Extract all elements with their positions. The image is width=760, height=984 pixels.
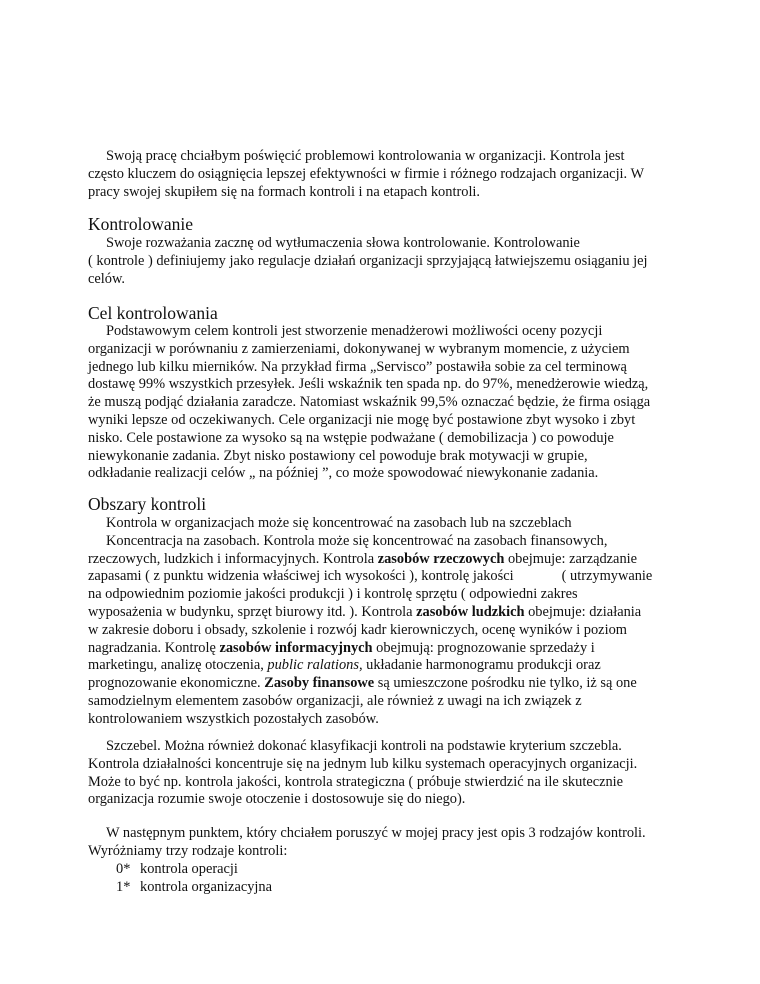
text-line: jednego lub kilku mierników. Na przykład firma „Servisco” postawiła sobie za cel terminową: [88, 358, 627, 375]
text-line: Kontrola działalności koncentruje się na jednym lub kilku systemach operacyjnych organizacji.: [88, 755, 638, 772]
text-line: [88, 551, 678, 569]
text-run: obejmują: prognozowanie sprzedaży i: [372, 639, 595, 656]
text-line: Koncentracja na zasobach. Kontrola może się koncentrować na zasobach finansowych,: [106, 532, 608, 549]
text-line: celów.: [88, 270, 126, 287]
text-line: nisko. Cele postawione za wysoko są na wstępie podważane ( demobilizacja ) co powoduje: [88, 429, 614, 446]
text-line: ( kontrole ) definiujemy jako regulacje działań organizacji sprzyjającą łatwiejszemu osiąganiu jej: [88, 252, 648, 269]
text-line: organizacja rozumie swoje otoczenie i dostosowuje się do niego).: [88, 791, 466, 808]
list-item: [116, 861, 238, 879]
text-line: Swoje rozważania zacznę od wytłumaczenia słowa kontrolowanie. Kontrolowanie: [106, 235, 580, 251]
text-line: dostawę 99% wszystkich przesyłek. Jeśli wskaźnik ten spada np. do 97%, menedżerowie wiedzą,: [88, 376, 649, 393]
text-run: układanie harmonogramu produkcji oraz: [362, 657, 601, 674]
list-marker: 0*: [116, 861, 131, 877]
szczebel-paragraph: [88, 738, 678, 809]
list-marker: 1*: [116, 879, 131, 895]
section-heading-cel-kontrolowania: Cel kontrolowania: [88, 303, 218, 323]
text-run: marketingu, analizę otoczenia,: [88, 657, 268, 674]
obszary-kontroli-paragraph: [88, 515, 678, 729]
text-line: niewykonanie zadania. Zbyt nisko postawiony cel powoduje brak motywacji w grupie,: [88, 447, 588, 464]
section-heading-obszary-kontroli: Obszary kontroli: [88, 494, 207, 514]
text-line: Może to być np. kontrola jakości, kontrola strategiczna ( próbuje stwierdzić na ile skutecznie: [88, 773, 624, 790]
text-run: prognozowanie ekonomiczne.: [88, 675, 265, 692]
cel-kontrolowania-paragraph: [88, 323, 678, 483]
text-line: pracy swojej skupiłem się na formach kontroli i na etapach kontroli.: [88, 183, 481, 200]
list-item: [116, 879, 272, 897]
list-item-text: kontrola organizacyjna: [140, 879, 272, 895]
text-run: obejmuje: zarządzanie: [504, 550, 638, 567]
text-line: na odpowiednim poziomie jakości produkcji ) i kontrolę sprzętu ( odpowiedni zakres: [88, 586, 578, 603]
text-line: [88, 604, 678, 622]
text-line: Podstawowym celem kontroli jest stworzenie menadżerowi możliwości oceny pozycji: [106, 323, 603, 339]
text-run: ( utrzymywanie: [561, 568, 653, 585]
kontrolowanie-paragraph: [88, 235, 678, 288]
text-run: nagradzania. Kontrolę: [88, 639, 220, 656]
text-line: często kluczem do osiągnięcia lepszej efektywności w firmie i różnego rodzajach organizacji. W: [88, 165, 645, 182]
text-line: w zakresie doboru i obsady, szkolenie i rozwój kadr kierowniczych, ocenę wyników i poziom: [88, 621, 627, 638]
bold-term: Zasoby finansowe: [264, 675, 375, 692]
bold-term: zasobów rzeczowych: [377, 550, 505, 567]
bold-term: zasobów informacyjnych: [219, 639, 373, 656]
text-line: że muszą podjąć działania zaradcze. Natomiast wskaźnik 99,5% oznaczać będzie, że firma osiąga: [88, 394, 651, 411]
text-line: odkładanie realizacji celów „ na później ”, co może spowodować niewykonanie zadania.: [88, 465, 599, 482]
text-line: kontrolowaniem wszystkich pozostałych zasobów.: [88, 710, 379, 727]
text-line: [88, 675, 678, 693]
text-run: rzeczowych, ludzkich i informacyjnych. Kontrola: [88, 550, 378, 567]
list-item-text: kontrola operacji: [140, 861, 238, 877]
text-run: obejmuje: działania: [524, 603, 642, 620]
text-line: Szczebel. Można również dokonać klasyfikacji kontroli na podstawie kryterium szczebla.: [106, 738, 622, 754]
text-line: [88, 657, 678, 675]
italic-term: public ralations,: [267, 657, 363, 674]
intro-paragraph: [88, 148, 678, 201]
rodzaje-kontroli-paragraph: [88, 825, 678, 861]
bold-term: zasobów ludzkich: [416, 603, 525, 620]
text-run: zapasami ( z punktu widzenia właściwej ich wysokości ), kontrolę jakości: [88, 568, 514, 585]
text-line: samodzielnym elementem zasobów organizacji, ale również z uwagi na ich związek z: [88, 692, 582, 709]
text-line: Swoją pracę chciałbym poświęcić problemowi kontrolowania w organizacji. Kontrola jest: [106, 148, 625, 164]
text-line: W następnym punktem, który chciałem poruszyć w mojej pracy jest opis 3 rodzajów kontroli.: [106, 825, 646, 841]
text-line: [88, 640, 678, 658]
section-heading-kontrolowanie: Kontrolowanie: [88, 214, 193, 234]
text-line: organizacji w porównaniu z zamierzeniami, dokonywanej w wybranym momencie, z użyciem: [88, 340, 630, 357]
text-line: [88, 568, 678, 586]
text-run: wyposażenia w budynku, sprzęt biurowy itd. ). Kontrola: [88, 603, 417, 620]
text-line: Kontrola w organizacjach może się koncentrować na zasobach lub na szczeblach: [106, 515, 572, 531]
text-line: Wyróżniamy trzy rodzaje kontroli:: [88, 842, 288, 859]
text-line: wyniki lepsze od oczekiwanych. Cele organizacji nie mogę być postawione zbyt wysoko i zbyt: [88, 411, 636, 428]
text-run: są umieszczone pośrodku nie tylko, iż są one: [374, 675, 637, 692]
